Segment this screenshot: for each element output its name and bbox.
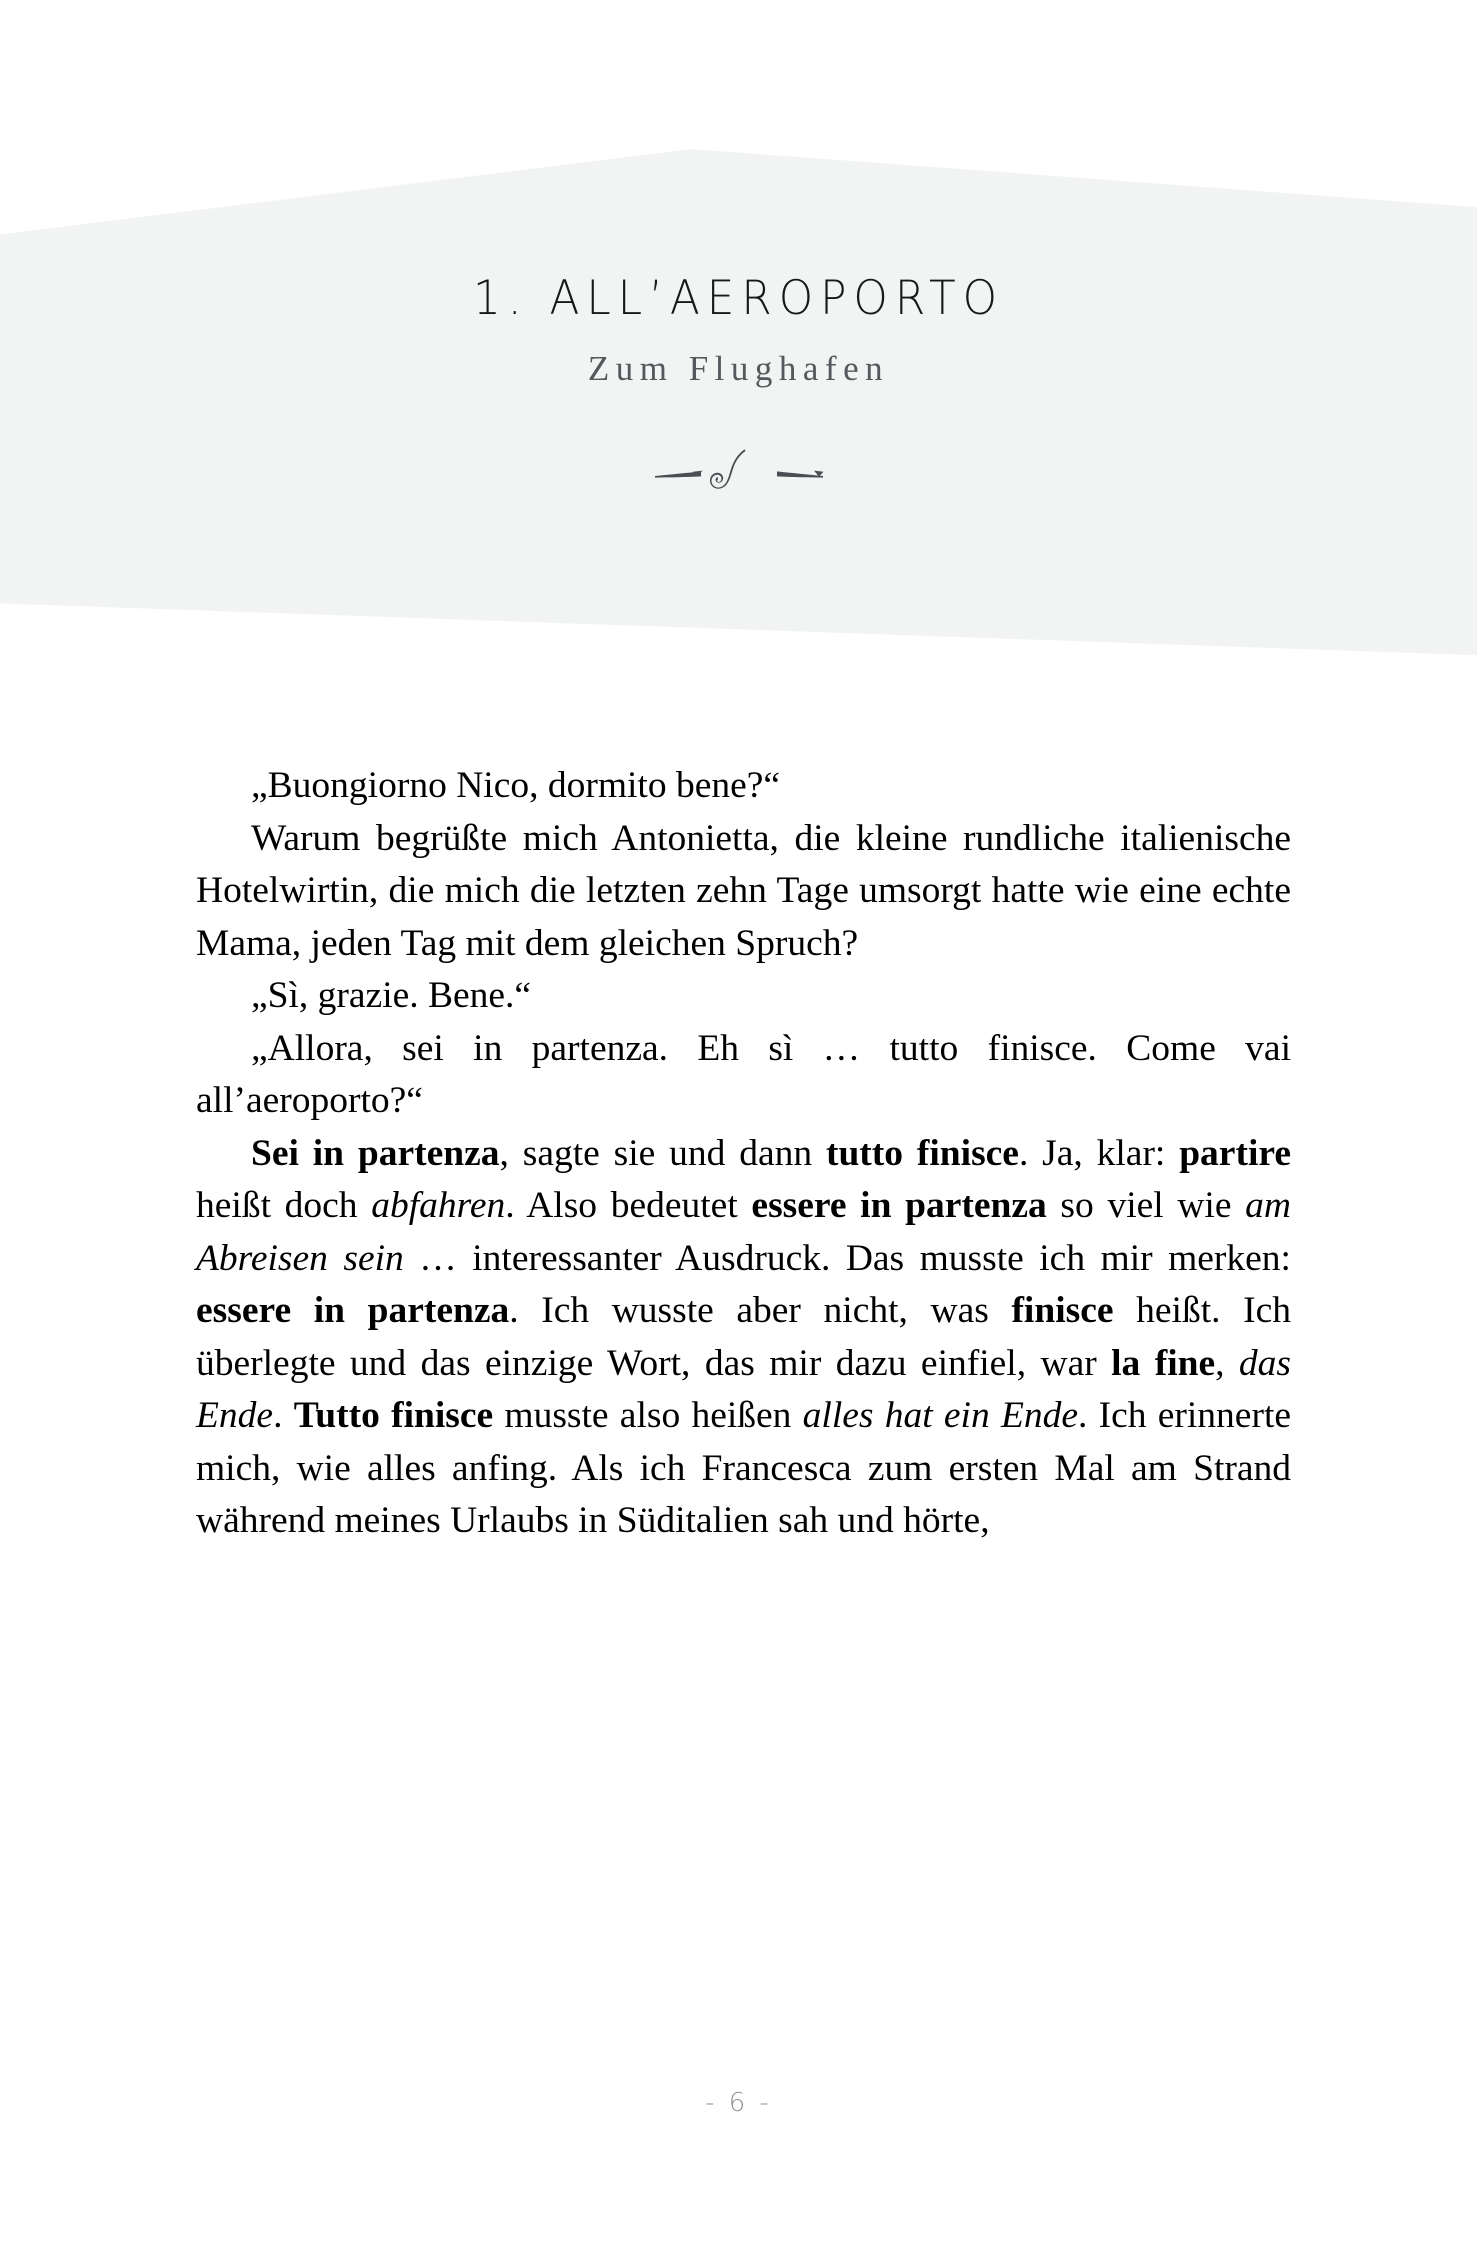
translation-das-ende: das Ende xyxy=(196,1342,1292,1436)
vocab-term-sei-in-partenza: Sei in partenza xyxy=(251,1132,500,1174)
chapter-title: 1. ALL’AEROPORTO xyxy=(472,271,1005,326)
translation-alles-hat-ein-ende: alles hat ein Ende xyxy=(802,1395,1079,1436)
p5-text-g: . Ich wusste aber nicht, was xyxy=(509,1290,1012,1331)
page-number: - 6 - xyxy=(705,2088,772,2118)
p5-text-c: heißt doch xyxy=(196,1185,372,1226)
p5-text-k: musste also heißen xyxy=(493,1395,803,1436)
p5-text-l: . Ich erinnerte mich, wie alles anfing. Als ich Francesca zum ersten Mal am Strand während meines Urlaubs in Süditalien sah und hörte, xyxy=(196,1395,1292,1541)
vocab-term-essere-in-partenza-1: essere in partenza xyxy=(751,1185,1047,1226)
vocab-term-la-fine: la fine xyxy=(1111,1342,1216,1384)
translation-abfahren: abfahren xyxy=(371,1185,506,1226)
spiral-flourish-divider-icon xyxy=(649,442,829,502)
p5-text-b: . Ja, klar: xyxy=(1018,1132,1180,1174)
vocab-term-tutto-finisce-2: Tutto finisce xyxy=(293,1395,494,1436)
vocab-term-essere-in-partenza-2: essere in partenza xyxy=(196,1290,510,1331)
vocab-term-finisce: finisce xyxy=(1011,1290,1114,1331)
vocab-term-partire: partire xyxy=(1179,1132,1291,1174)
paragraph-2: Warum begrüßte mich Antonietta, die kleine rundliche italienische Hotelwirtin, die mich die letzten zehn Tage umsorgt hatte wie eine echte Mama, jeden Tag mit dem gleichen Spruch? xyxy=(196,817,1291,964)
chapter-header-content xyxy=(0,0,1477,700)
translation-am-abreisen-sein: am Abreisen sein xyxy=(196,1185,1291,1279)
vocab-term-tutto-finisce-1: tutto finisce xyxy=(825,1132,1019,1174)
p5-text-d: . Also bedeutet xyxy=(505,1185,752,1226)
p5-text-j: . xyxy=(273,1395,294,1436)
paragraph-1: „Buongiorno Nico, dormito bene?“ xyxy=(251,765,781,806)
p5-text-a: , sagte sie und dann xyxy=(499,1132,826,1174)
p5-text-f: … interessanter Ausdruck. Das musste ich mir merken: xyxy=(403,1237,1291,1279)
paragraph-5 xyxy=(196,1128,1291,1548)
paragraph-3: „Sì, grazie. Bene.“ xyxy=(251,975,532,1016)
chapter-subtitle: Zum Flughafen xyxy=(587,349,890,388)
p5-text-i: , xyxy=(1215,1342,1239,1384)
p5-text-e: so viel wie xyxy=(1046,1185,1246,1226)
p5-text-h: heißt. Ich überlegte und das einzige Wort, das mir dazu einfiel, war xyxy=(196,1290,1291,1384)
chapter-body xyxy=(196,760,1291,1548)
paragraph-4: „Allora, sei in partenza. Eh sì … tutto finisce. Come vai all’aeroporto?“ xyxy=(196,1027,1291,1121)
